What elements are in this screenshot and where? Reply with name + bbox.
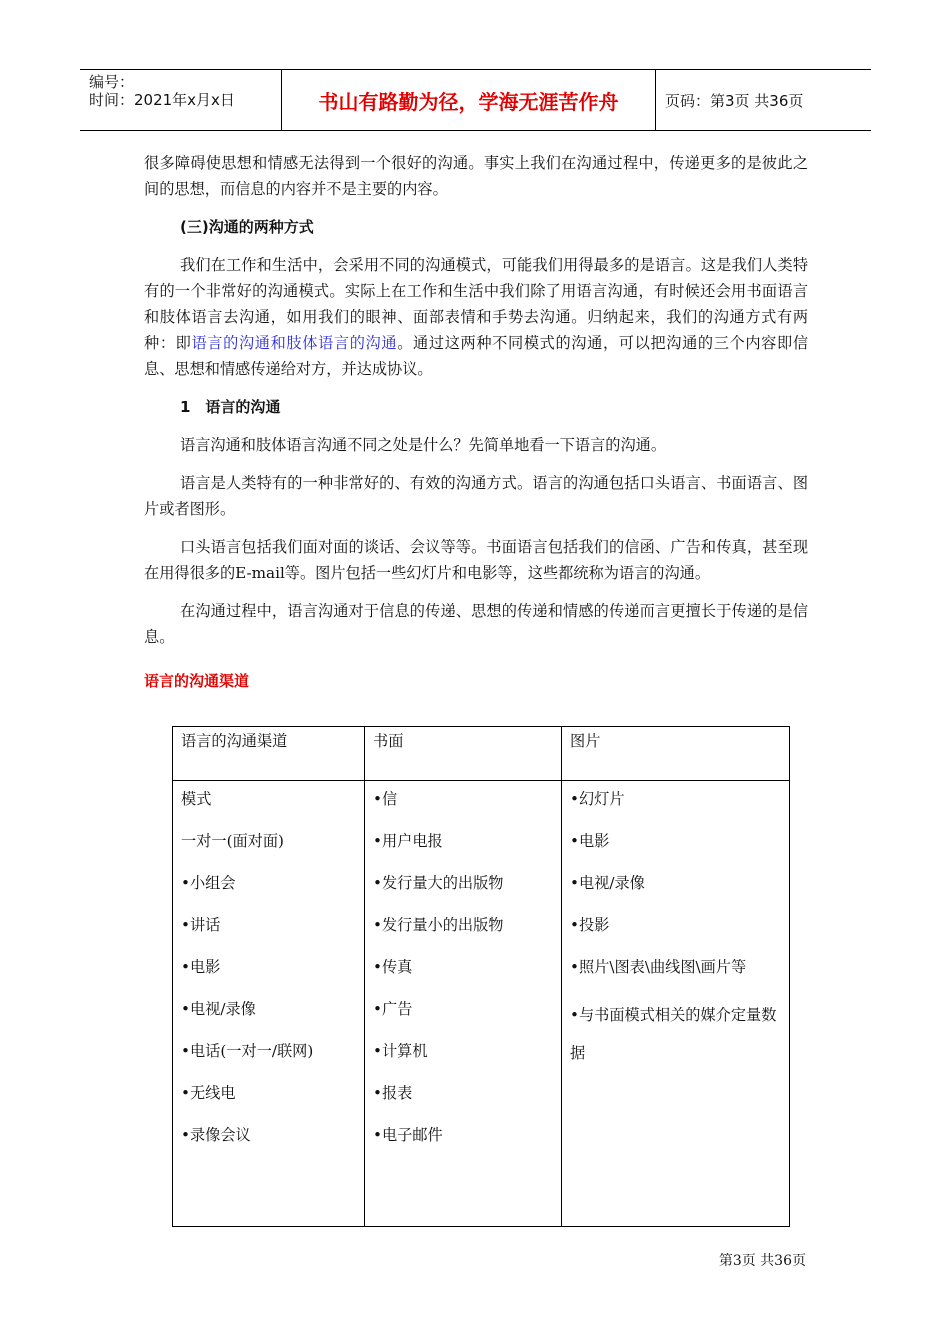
paragraph bbox=[144, 252, 808, 382]
list-item: •电视/录像 bbox=[570, 874, 645, 892]
document-body bbox=[144, 150, 808, 694]
list-item: •传真 bbox=[373, 958, 413, 976]
list-item: •投影 bbox=[570, 916, 610, 934]
list-item: •用户电报 bbox=[373, 832, 443, 850]
list-item: •无线电 bbox=[181, 1084, 236, 1102]
list-item: •发行量大的出版物 bbox=[373, 874, 504, 892]
motto: 书山有路勤为径，学海无涯苦作舟 bbox=[282, 70, 656, 130]
section-heading: (三)沟通的两种方式 bbox=[180, 218, 314, 236]
list-item: •照片\图表\曲线图\画片等 bbox=[570, 958, 747, 976]
list-item: •幻灯片 bbox=[570, 790, 625, 808]
number-label: 编号： bbox=[89, 73, 135, 91]
highlight-link[interactable]: 语言的沟通和肢体语言的沟通 bbox=[191, 334, 398, 352]
page-header bbox=[80, 69, 871, 131]
channels-table bbox=[172, 726, 790, 1227]
list-item: •电影 bbox=[181, 958, 221, 976]
list-item: •信 bbox=[373, 790, 398, 808]
list-item: •小组会 bbox=[181, 874, 236, 892]
table-header-cell: 语言的沟通渠道 bbox=[173, 727, 365, 781]
paragraph-text: 。通过这两种不同模式的沟通，可以把沟通的三个内容即信息、思想和情感传递给对方，并达成协议。 bbox=[144, 334, 809, 378]
paragraph: 很多障碍使思想和情感无法得到一个很好的沟通。事实上我们在沟通过程中，传递更多的是彼此之间的思想，而信息的内容并不是主要的内容。 bbox=[144, 154, 808, 198]
list-item: •电话(一对一/联网) bbox=[181, 1042, 314, 1060]
table-cell-images bbox=[562, 781, 790, 1227]
page-label: 页码：第3页 共36页 bbox=[665, 91, 804, 110]
table-row bbox=[173, 781, 790, 1227]
subsection-heading: 1 语言的沟通 bbox=[180, 398, 281, 416]
paragraph: 语言沟通和肢体语言沟通不同之处是什么？先简单地看一下语言的沟通。 bbox=[180, 436, 666, 454]
header-meta bbox=[80, 70, 282, 130]
table-header-cell: 书面 bbox=[365, 727, 562, 781]
list-item: •电子邮件 bbox=[373, 1126, 443, 1144]
page-footer: 第3页 共36页 bbox=[718, 1253, 806, 1269]
list-item: •与书面模式相关的媒介定量数据 bbox=[570, 1006, 777, 1062]
list-item: •报表 bbox=[373, 1084, 413, 1102]
paragraph: 语言是人类特有的一种非常好的、有效的沟通方式。语言的沟通包括口头语言、书面语言、图片或者图形。 bbox=[144, 474, 808, 518]
table-title: 语言的沟通渠道 bbox=[144, 672, 250, 690]
list-item: •广告 bbox=[373, 1000, 413, 1018]
paragraph-text: 我们在工作和生活中，会采用不同的沟通模式，可能我们用得最多的是语言。这是我们人类特有的一个非常好的沟通模式。实际上在工作和生活中我们除了用语言沟通，有时候还会用书面语言和肢体语言去沟通，如用我们的眼神、面部表情和手势去沟通。归纳起来，我们的沟通方式有两种：即 bbox=[144, 256, 808, 352]
time-label: 时间：2021年x月x日 bbox=[89, 91, 235, 109]
list-item: •发行量小的出版物 bbox=[373, 916, 504, 934]
list-item: •计算机 bbox=[373, 1042, 428, 1060]
list-item: •录像会议 bbox=[181, 1126, 251, 1144]
list-item: •讲话 bbox=[181, 916, 221, 934]
list-item: 一对一(面对面) bbox=[181, 832, 284, 850]
table-header-row bbox=[173, 727, 790, 781]
table-cell-written bbox=[365, 781, 562, 1227]
table-header-cell: 图片 bbox=[562, 727, 790, 781]
list-item: 模式 bbox=[181, 790, 212, 808]
table-cell-modes bbox=[173, 781, 365, 1227]
list-item: •电视/录像 bbox=[181, 1000, 256, 1018]
list-item: •电影 bbox=[570, 832, 610, 850]
paragraph: 口头语言包括我们面对面的谈话、会议等等。书面语言包括我们的信函、广告和传真，甚至现在用得很多的E-mail等。图片包括一些幻灯片和电影等，这些都统称为语言的沟通。 bbox=[144, 538, 808, 582]
paragraph: 在沟通过程中，语言沟通对于信息的传递、思想的传递和情感的传递而言更擅长于传递的是信息。 bbox=[144, 602, 808, 646]
